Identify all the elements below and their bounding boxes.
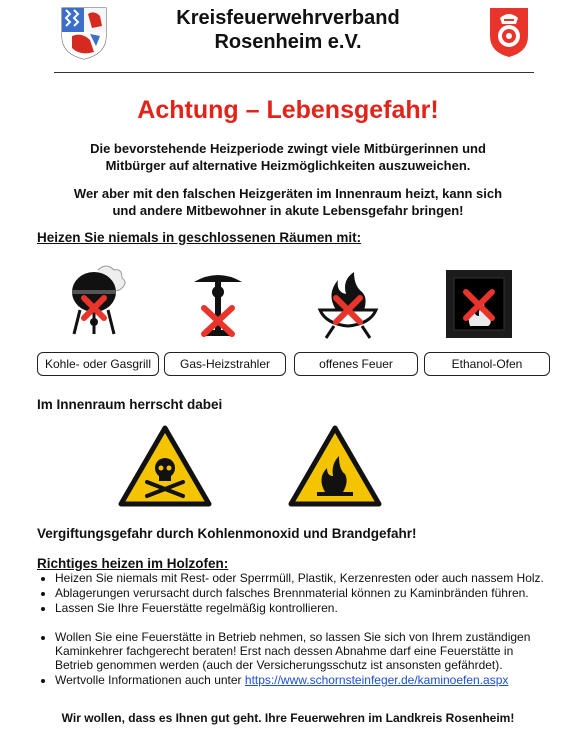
flammable-warning-icon	[287, 424, 383, 508]
closing-text: Wir wollen, dass es Ihnen gut geht. Ihre Feuerwehren im Landkreis Rosenheim!	[61, 711, 515, 725]
intro-line-3: Wer aber mit den falschen Heizgeräten im Innenraum heizt, kann sich	[73, 186, 503, 201]
list-item: • Heizen Sie niemals mit Rest- oder Sperrmüll, Plastik, Kerzenresten oder auch nassem Holz.	[55, 571, 547, 585]
never-heading: Heizen Sie niemals in geschlossenen Räumen mit:	[37, 230, 362, 245]
alarm-title: Achtung – Lebensgefahr!	[137, 96, 439, 124]
chimney-sweep-link[interactable]: https://www.schornsteinfeger.de/kaminoefen.aspx	[244, 673, 509, 687]
intro-line-1: Die bevorstehende Heizperiode zwingt viele Mitbürgerinnen und	[90, 141, 486, 156]
indoor-text: Im Innenraum herrscht dabei	[37, 397, 223, 412]
organization-name-line1: Kreisfeuerwehrverband	[176, 7, 400, 29]
toxic-warning-icon	[117, 424, 213, 508]
header-divider	[54, 72, 534, 73]
device-label-open-fire: offenes Feuer	[294, 352, 418, 376]
advice-list-1	[37, 571, 547, 616]
intro-line-2: Mitbürger auf alternative Heizmöglichkeiten auszuweichen.	[105, 158, 471, 173]
fire-bowl-icon	[314, 266, 382, 340]
patio-heater-icon	[186, 268, 250, 340]
organization-name-line2: Rosenheim e.V.	[214, 31, 362, 53]
device-label-patio-heater: Gas-Heizstrahler	[164, 352, 286, 376]
list-item: • Lassen Sie Ihre Feuerstätte regelmäßig kontrollieren.	[55, 601, 547, 615]
danger-text: Vergiftungsgefahr durch Kohlenmonoxid und Brandgefahr!	[37, 526, 417, 541]
list-item: • Ablagerungen verursacht durch falsches Brennmaterial können zu Kaminbränden führen.	[55, 586, 547, 600]
wood-stove-heading: Richtiges heizen im Holzofen:	[37, 556, 229, 571]
fire-brigade-emblem-logo	[488, 6, 530, 58]
list-item: • Wollen Sie eine Feuerstätte in Betrieb nehmen, so lassen Sie sich von Ihrem zuständigen Kaminkehrer fachgerecht beraten! Erst nach dessen Abnahme darf eine Feuerstätte in Betrieb genommen werden (auch der Versicherungsschutz ist ansonsten gefährdet).	[55, 630, 547, 672]
grill-icon	[62, 262, 134, 342]
list-item	[55, 673, 547, 687]
intro-line-4: und andere Mitbewohner in akute Lebensgefahr bringen!	[112, 203, 464, 218]
info-prefix: Wertvolle Informationen auch unter	[55, 673, 245, 687]
advice-list-2	[37, 630, 547, 688]
device-label-ethanol-stove: Ethanol-Ofen	[424, 352, 550, 376]
ethanol-stove-icon	[444, 268, 514, 340]
device-label-grill: Kohle- oder Gasgrill	[37, 352, 159, 376]
